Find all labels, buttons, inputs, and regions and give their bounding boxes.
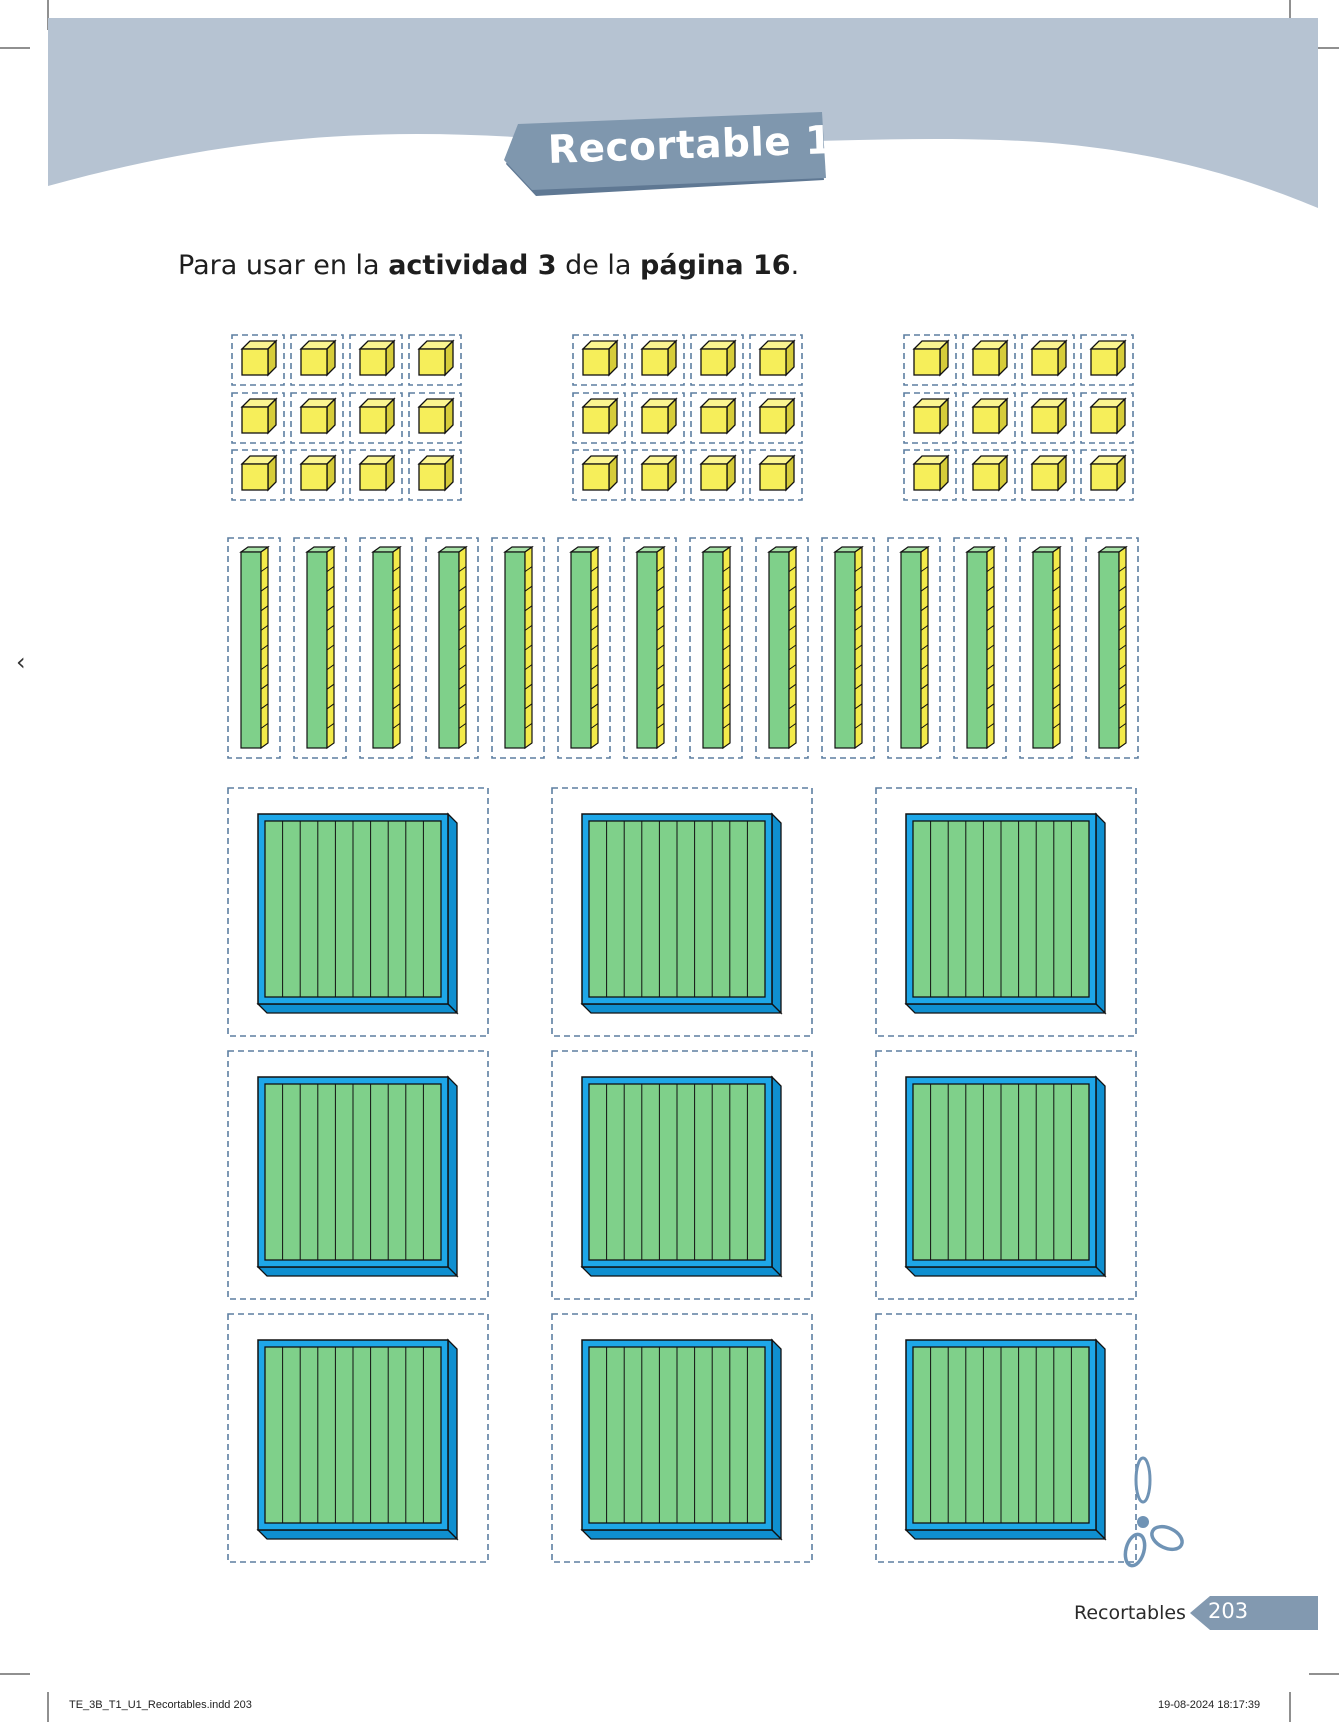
print-slug-file: TE_3B_T1_U1_Recortables.indd 203: [69, 1699, 252, 1711]
instruction-activity: actividad 3: [388, 250, 557, 281]
instruction-suffix: .: [790, 250, 800, 281]
side-mark: ‹: [16, 648, 26, 676]
page-number: 203: [1208, 1599, 1249, 1623]
instruction-middle: de la: [556, 250, 641, 281]
footer-section-label: Recortables: [1074, 1602, 1186, 1624]
print-slug-timestamp: 19-08-2024 18:17:39: [1158, 1699, 1261, 1711]
instruction-page: página 16: [640, 250, 791, 281]
instruction-prefix: Para usar en la: [178, 250, 389, 281]
page-title: Recortable 1: [547, 118, 834, 173]
